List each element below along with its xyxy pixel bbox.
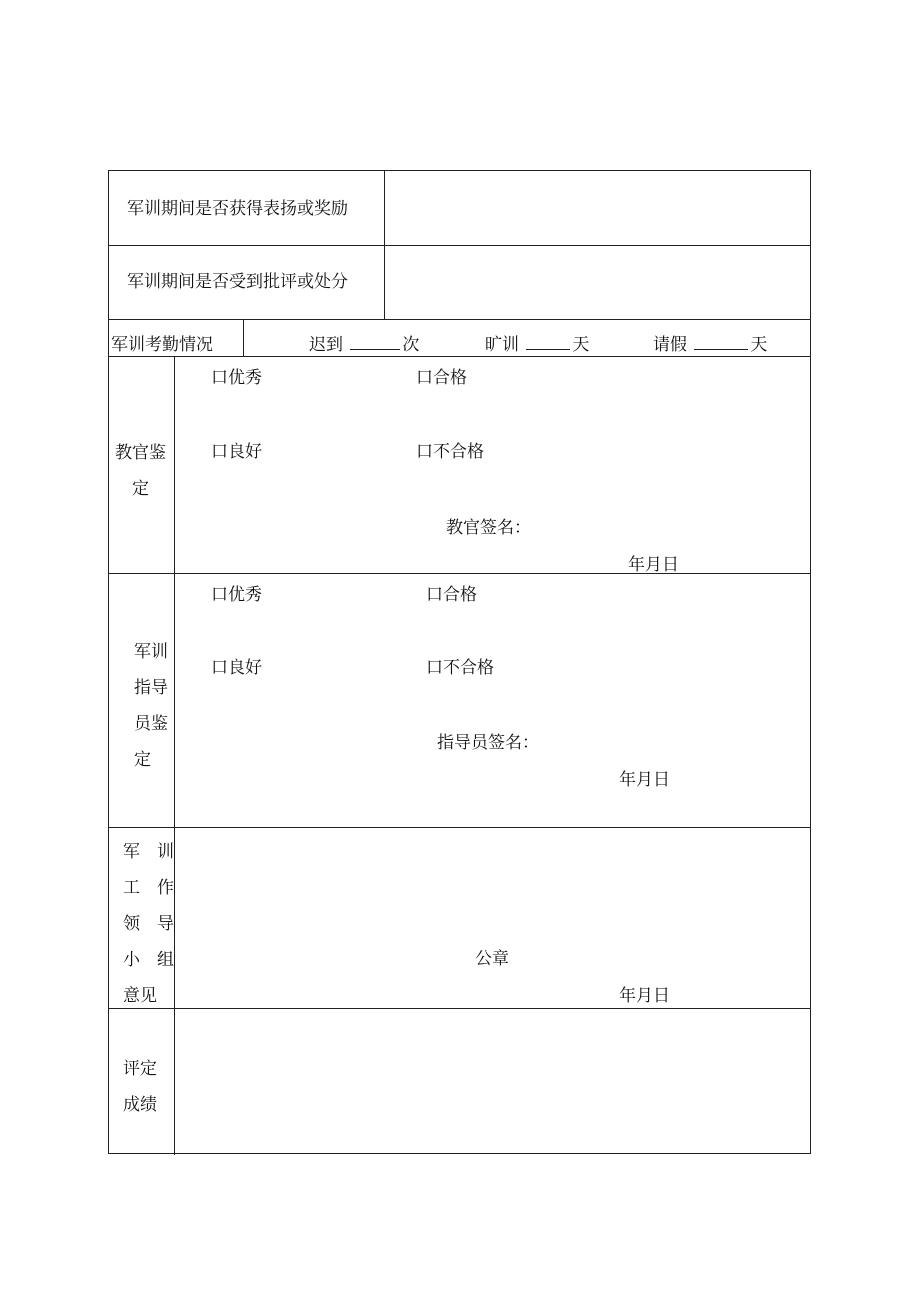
leave-unit: 天 xyxy=(750,335,768,355)
absent-count-field[interactable] xyxy=(526,335,570,350)
row-divider xyxy=(109,1008,810,1009)
instructor-signature: 教官签名： xyxy=(446,518,531,538)
leadership-date: 年月日 xyxy=(619,986,670,1006)
absent-unit: 天 xyxy=(572,335,590,355)
instructor-opt-pass[interactable]: 口合格 xyxy=(416,368,467,388)
advisor-signature: 指导员签名： xyxy=(437,733,539,753)
advisor-label-line2: 指导 xyxy=(134,678,168,698)
grade-label-line2: 成绩 xyxy=(123,1095,157,1115)
late-count-field[interactable] xyxy=(350,335,400,350)
leadership-label-line1: 军 训 xyxy=(123,842,174,862)
row-divider xyxy=(109,245,810,246)
instructor-date: 年月日 xyxy=(628,555,679,575)
honors-field[interactable] xyxy=(386,173,806,243)
leadership-label-line4: 小 组 xyxy=(123,950,174,970)
late-prefix: 迟到 xyxy=(309,335,343,355)
attendance-label: 军训考勤情况 xyxy=(111,335,213,355)
instructor-opt-good[interactable]: 口良好 xyxy=(211,442,262,462)
penalty-field[interactable] xyxy=(386,247,806,317)
attendance-absent xyxy=(485,335,589,355)
advisor-opt-fail[interactable]: 口不合格 xyxy=(426,658,494,678)
instructor-opt-excellent[interactable]: 口优秀 xyxy=(211,368,262,388)
row-divider xyxy=(109,827,810,828)
advisor-label-line3: 员鉴 xyxy=(134,714,168,734)
advisor-opt-good[interactable]: 口良好 xyxy=(211,658,262,678)
instructor-opt-fail[interactable]: 口不合格 xyxy=(416,442,484,462)
row-divider xyxy=(109,573,810,574)
advisor-opt-excellent[interactable]: 口优秀 xyxy=(211,585,262,605)
leadership-label-line5: 意见 xyxy=(123,986,157,1006)
leadership-label-line2: 工 作 xyxy=(123,878,174,898)
honors-label: 军训期间是否获得表扬或奖励 xyxy=(127,199,348,219)
grade-label-line1: 评定 xyxy=(123,1059,157,1079)
column-divider xyxy=(174,356,175,1155)
advisor-date: 年月日 xyxy=(619,770,670,790)
advisor-label-line4: 定 xyxy=(134,750,151,770)
evaluation-form xyxy=(108,170,811,1154)
instructor-label-line2: 定 xyxy=(132,479,149,499)
column-divider xyxy=(384,171,385,319)
row-divider xyxy=(109,319,810,320)
late-unit: 次 xyxy=(402,335,420,355)
grade-field[interactable] xyxy=(177,1011,807,1151)
absent-prefix: 旷训 xyxy=(485,335,519,355)
leadership-seal: 公章 xyxy=(475,949,509,969)
advisor-opt-pass[interactable]: 口合格 xyxy=(426,585,477,605)
attendance-late xyxy=(309,335,419,355)
attendance-leave xyxy=(653,335,767,355)
leave-prefix: 请假 xyxy=(653,335,687,355)
column-divider xyxy=(243,319,244,356)
row-divider xyxy=(109,356,810,357)
leave-count-field[interactable] xyxy=(694,335,748,350)
advisor-label-line1: 军训 xyxy=(134,642,168,662)
leadership-label-line3: 领 导 xyxy=(123,914,174,934)
penalty-label: 军训期间是否受到批评或处分 xyxy=(127,272,348,292)
instructor-label-line1: 教官鉴 xyxy=(115,443,166,463)
